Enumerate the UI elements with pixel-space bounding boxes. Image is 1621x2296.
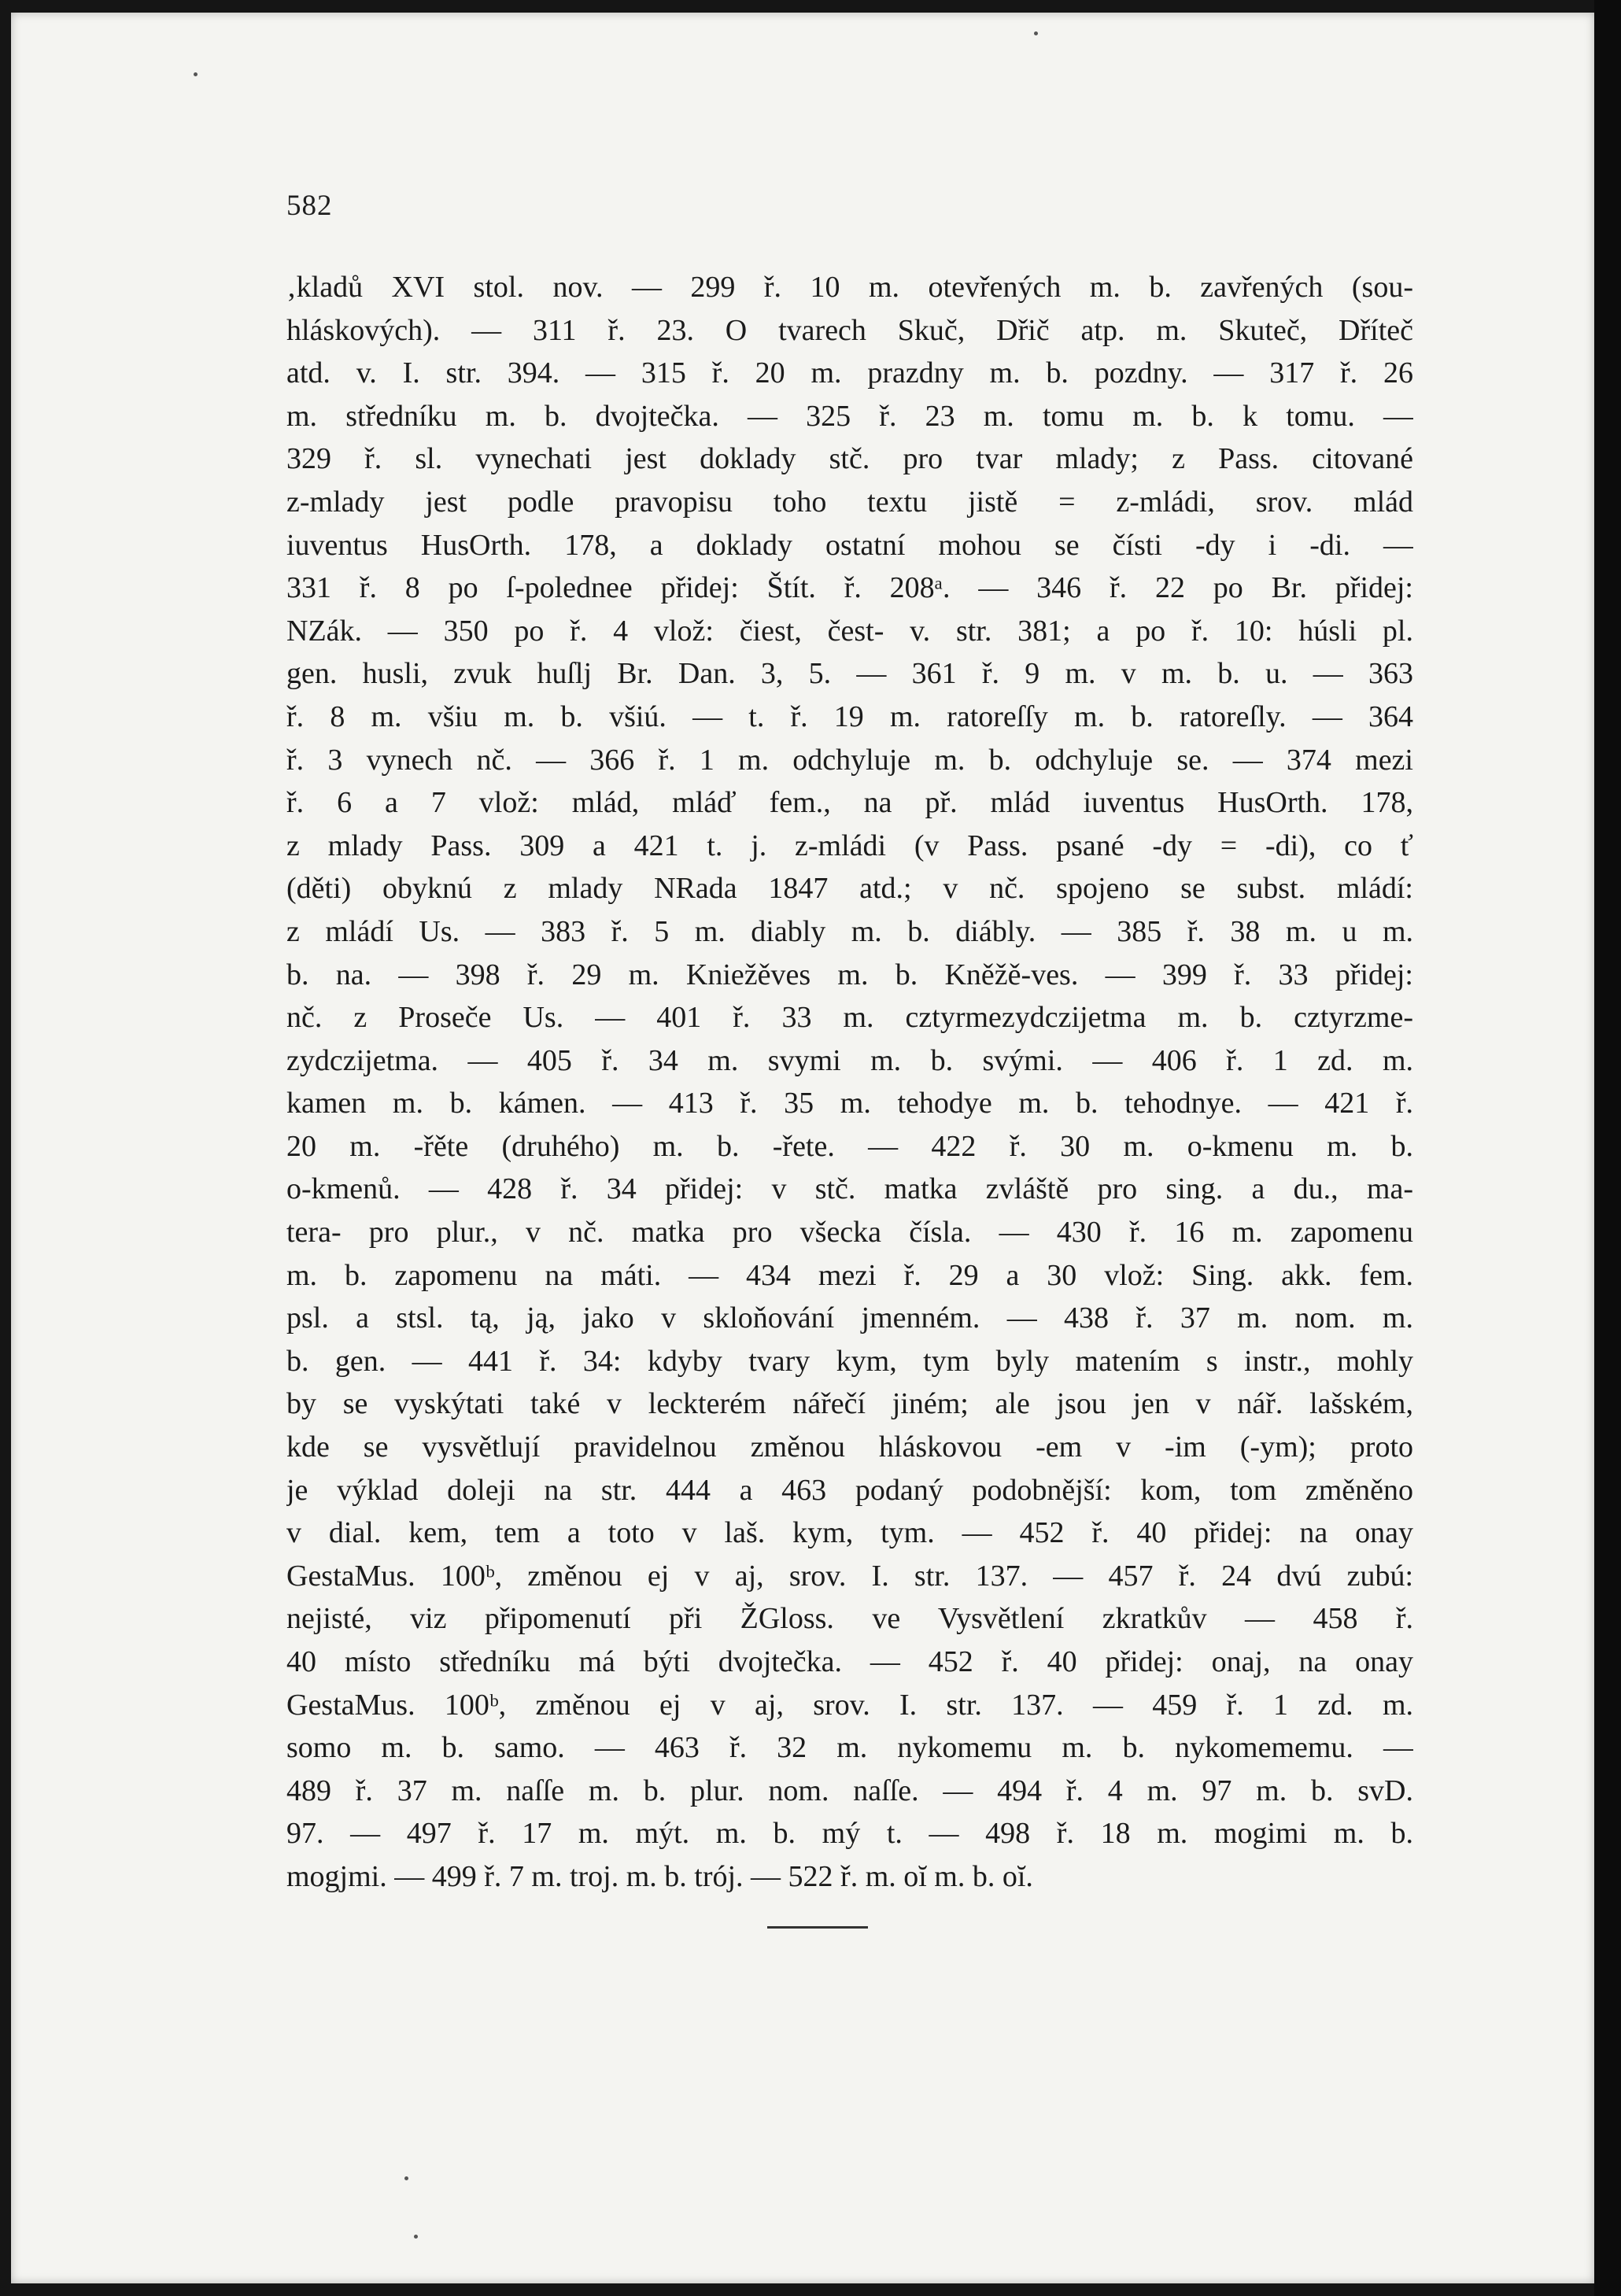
text-line: NZák. — 350 po ř. 4 vlož: čiest, čest- v. str. 381; a po ř. 10: húsli pl. — [286, 614, 1413, 648]
text-line: 329 ř. sl. vynechati jest doklady stč. pro tvar mlady; z Pass. citované — [286, 442, 1413, 476]
text-line: (děti) obyknú z mlady NRada 1847 atd.; v nč. spojeno se subst. mládí: — [286, 872, 1413, 906]
text-line: 489 ř. 37 m. naſſe m. b. plur. nom. naſſe. — 494 ř. 4 m. 97 m. b. svD. — [286, 1774, 1413, 1807]
text-line: z mládí Us. — 383 ř. 5 m. diably m. b. diábly. — 385 ř. 38 m. u m. — [286, 914, 1413, 948]
text-line: ‚kladů XVI stol. nov. — 299 ř. 10 m. otevřených m. b. zavřených (sou- — [286, 271, 1413, 304]
scan-border — [1594, 0, 1621, 2296]
text-line: ř. 6 a 7 vlož: mlád, mláď fem., na př. mlád iuventus HusOrth. 178, — [286, 786, 1413, 820]
text-line: nč. z Proseče Us. — 401 ř. 33 m. cztyrmezydczijetma m. b. cztyrzme- — [286, 1001, 1413, 1035]
text-line: v dial. kem, tem a toto v laš. kym, tym. — 452 ř. 40 přidej: na onay — [286, 1516, 1413, 1550]
text-line: b. gen. — 441 ř. 34: kdyby tvary kym, tym byly matením s instr., mohly — [286, 1344, 1413, 1378]
text-line: ř. 3 vynech nč. — 366 ř. 1 m. odchyluje m. b. odchyluje se. — 374 mezi — [286, 743, 1413, 777]
paper-speck — [194, 72, 198, 76]
text-line: 40 místo středníku má býti dvojtečka. — 452 ř. 40 přidej: onaj, na onay — [286, 1645, 1413, 1678]
closing-rule — [767, 1926, 868, 1929]
text-line: gen. husli, zvuk huſlj Br. Dan. 3, 5. — 361 ř. 9 m. v m. b. u. — 363 — [286, 657, 1413, 691]
text-line: GestaMus. 100ᵇ, změnou ej v aj, srov. I. str. 137. — 457 ř. 24 dvú zubú: — [286, 1559, 1413, 1593]
paper-speck — [1034, 31, 1038, 35]
text-line: by se vyskýtati také v leckterém nářečí jiném; ale jsou jen v nář. lašském, — [286, 1387, 1413, 1421]
text-line: hláskových). — 311 ř. 23. O tvarech Skuč, Dřič atp. m. Skuteč, Dříteč — [286, 313, 1413, 347]
text-line: 331 ř. 8 po ſ-polednee přidej: Štít. ř. 208ᵃ. — 346 ř. 22 po Br. přidej: — [286, 571, 1413, 605]
text-line: iuventus HusOrth. 178, a doklady ostatní mohou se čísti -dy i -di. — — [286, 528, 1413, 562]
text-line: nejisté, viz připomenutí při ŽGloss. ve Vysvětlení zkratkův — 458 ř. — [286, 1602, 1413, 1636]
text-line: z mlady Pass. 309 a 421 t. j. z-mládi (v Pass. psané -dy = -di), co ť — [286, 829, 1413, 862]
text-line: 20 m. -řěte (druhého) m. b. -řete. — 422 ř. 30 m. o-kmenu m. b. — [286, 1129, 1413, 1163]
text-line: zydczijetma. — 405 ř. 34 m. svymi m. b. svými. — 406 ř. 1 zd. m. — [286, 1043, 1413, 1077]
text-line: o-kmenů. — 428 ř. 34 přidej: v stč. matka zvláště pro sing. a du., ma- — [286, 1172, 1413, 1206]
text-line: mogjmi. — 499 ř. 7 m. troj. m. b. trój. — 522 ř. m. oĭ m. b. oĭ. — [286, 1859, 1033, 1893]
text-line: b. na. — 398 ř. 29 m. Kniežěves m. b. Kněžě-ves. — 399 ř. 33 přidej: — [286, 958, 1413, 991]
text-line: somo m. b. samo. — 463 ř. 32 m. nykomemu m. b. nykomememu. — — [286, 1731, 1413, 1765]
text-line: tera- pro plur., v nč. matka pro všecka čísla. — 430 ř. 16 m. zapomenu — [286, 1216, 1413, 1250]
text-line: kamen m. b. kámen. — 413 ř. 35 m. tehodye m. b. tehodnye. — 421 ř. — [286, 1087, 1413, 1120]
text-line: atd. v. I. str. 394. — 315 ř. 20 m. prazdny m. b. pozdny. — 317 ř. 26 — [286, 356, 1413, 390]
text-line: GestaMus. 100ᵇ, změnou ej v aj, srov. I. str. 137. — 459 ř. 1 zd. m. — [286, 1688, 1413, 1722]
text-line: psl. a stsl. tą, ją, jako v skloňování jmenném. — 438 ř. 37 m. nom. m. — [286, 1301, 1413, 1335]
text-line: 97. — 497 ř. 17 m. mýt. m. b. mý t. — 498 ř. 18 m. mogimi m. b. — [286, 1817, 1413, 1851]
text-line: m. b. zapomenu na máti. — 434 mezi ř. 29 a 30 vlož: Sing. akk. fem. — [286, 1258, 1413, 1292]
page-number: 582 — [286, 190, 333, 222]
text-line: ř. 8 m. všiu m. b. všiú. — t. ř. 19 m. ratoreſſy m. b. ratoreſly. — 364 — [286, 700, 1413, 733]
text-line: m. středníku m. b. dvojtečka. — 325 ř. 23 m. tomu m. b. k tomu. — — [286, 399, 1413, 433]
errata-text — [286, 266, 1413, 1899]
paper-speck — [414, 2235, 418, 2239]
text-line: je výklad doleji na str. 444 a 463 podaný podobnější: kom, tom změněno — [286, 1473, 1413, 1507]
text-line: kde se vysvětlují pravidelnou změnou hláskovou -em v -im (-ym); proto — [286, 1430, 1413, 1464]
paper-speck — [404, 2176, 408, 2180]
text-line: z-mlady jest podle pravopisu toho textu jistě = z-mládi, srov. mlád — [286, 485, 1413, 519]
